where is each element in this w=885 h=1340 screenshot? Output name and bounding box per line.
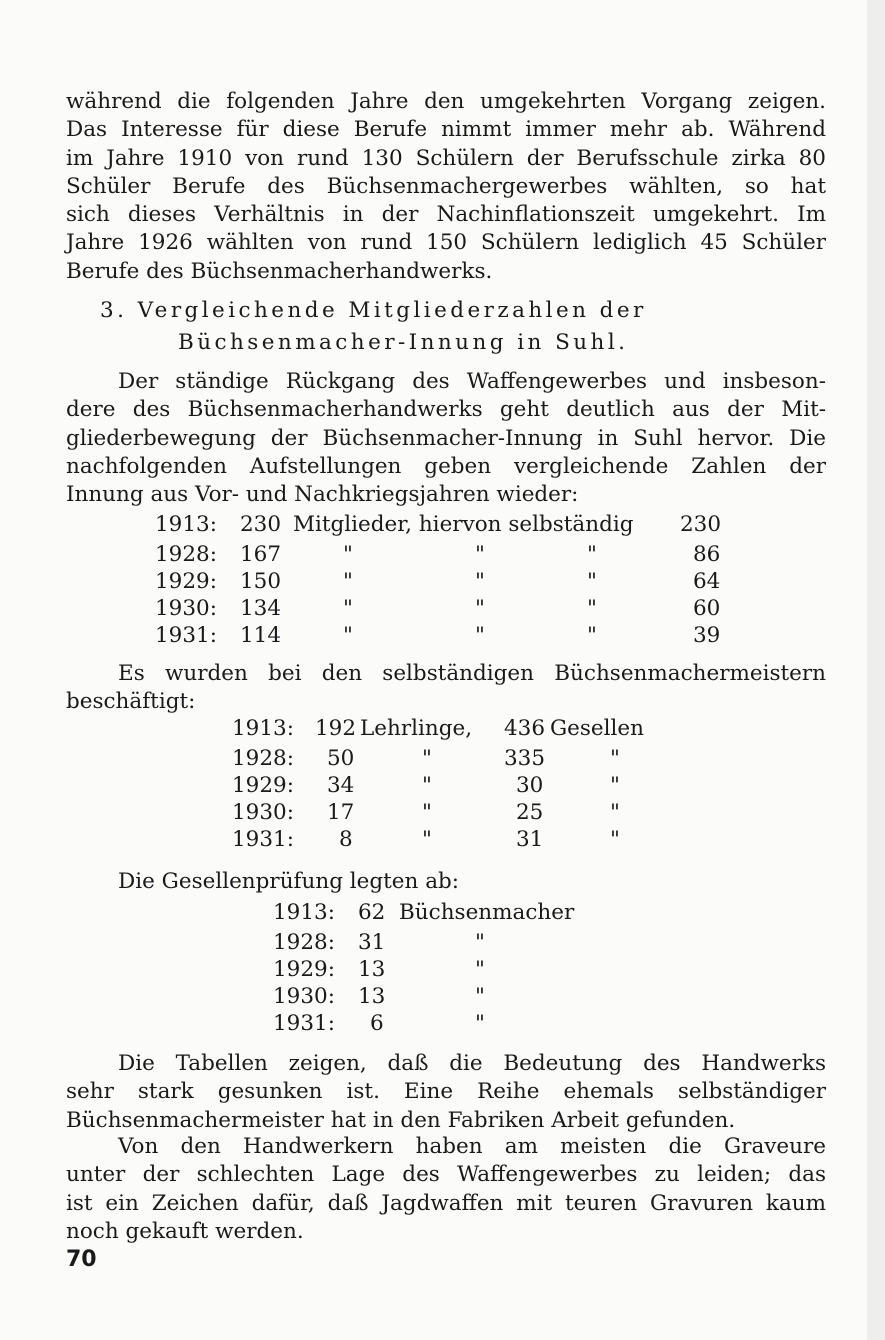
text-line: Das Interesse für diese Berufe nimmt immer mehr ab. Während — [66, 117, 826, 143]
independent-cell: 39 — [693, 623, 721, 648]
table-row — [273, 984, 593, 1011]
paragraph-employed — [66, 660, 826, 717]
members-cell: 134 — [240, 596, 282, 621]
text-line: sehr stark gesunken ist. Eine Reihe ehemals selbständiger — [66, 1079, 826, 1105]
page-edge — [867, 0, 885, 1340]
text-line: während die folgenden Jahre den umgekehrten Vorgang zeigen. — [66, 89, 826, 114]
paragraph-engravers — [66, 1133, 826, 1246]
table-row — [155, 542, 725, 569]
ditto-mark: " — [475, 596, 485, 621]
year-cell: 1928: — [232, 746, 294, 771]
ditto-mark: " — [475, 930, 485, 955]
year-cell: 1929: — [232, 773, 294, 798]
year-cell: 1928: — [155, 542, 217, 567]
year-cell: 1931: — [232, 827, 294, 852]
text-line: Büchsenmachermeister hat in den Fabriken Arbeit gefunden. — [66, 1107, 736, 1133]
ditto-mark: " — [475, 957, 485, 982]
year-cell: 1931: — [273, 1011, 335, 1036]
ditto-mark: " — [422, 827, 432, 852]
text-line: Jahre 1926 wählten von rund 150 Schülern lediglich 45 Schüler — [66, 230, 826, 256]
text-line: sich dieses Verhältnis in der Nachinflationszeit umgekehrt. Im — [66, 202, 826, 228]
intro-paragraph — [66, 88, 826, 286]
text-line: noch gekauft werden. — [66, 1218, 304, 1244]
table-row — [155, 623, 725, 650]
journeymen-cell: 25 — [516, 800, 544, 825]
members-cell: 150 — [240, 569, 282, 594]
ditto-mark: " — [475, 1011, 485, 1036]
exams-cell: 62 — [358, 900, 386, 925]
ditto-mark: " — [475, 542, 485, 567]
year-cell: 1928: — [273, 930, 335, 955]
members-cell: 167 — [240, 542, 282, 567]
ditto-mark: " — [475, 569, 485, 594]
ditto-mark: " — [587, 569, 597, 594]
year-cell: 1930: — [155, 596, 217, 621]
ditto-mark: " — [475, 984, 485, 1009]
independent-cell: 60 — [693, 596, 721, 621]
text-line: Schüler Berufe des Büchsenmachergewerbes wählten, so hat — [66, 173, 826, 199]
ditto-mark: " — [587, 542, 597, 567]
members-label: Mitglieder, hiervon selbständig — [293, 512, 634, 537]
ditto-mark: " — [343, 542, 353, 567]
ditto-mark: " — [587, 596, 597, 621]
journeymen-cell: 436 — [504, 716, 546, 741]
table-row — [232, 800, 672, 827]
journeymen-cell: 30 — [516, 773, 544, 798]
year-cell: 1930: — [273, 984, 335, 1009]
year-cell: 1913: — [155, 512, 217, 537]
ditto-mark: " — [610, 827, 620, 852]
text-line: ist ein Zeichen dafür, daß Jagdwaffen mit teuren Gravuren kaum — [66, 1190, 826, 1216]
ditto-mark: " — [610, 773, 620, 798]
text-line: im Jahre 1910 von rund 130 Schülern der Berufsschule zirka 80 — [66, 145, 826, 171]
table-row — [273, 900, 593, 930]
year-cell: 1931: — [155, 623, 217, 648]
ditto-mark: " — [475, 623, 485, 648]
table-row — [273, 930, 593, 957]
text-line: nachfolgenden Aufstellungen geben vergleichende Zahlen der — [66, 453, 826, 479]
apprentices-cell: 8 — [339, 827, 353, 852]
text-line: Von den Handwerkern haben am meisten die Graveure — [118, 1134, 826, 1159]
members-cell: 230 — [240, 512, 282, 537]
ditto-mark: " — [343, 569, 353, 594]
table-row — [273, 1011, 593, 1038]
table-row — [155, 569, 725, 596]
apprentices-cell: 192 — [315, 716, 357, 741]
table-row — [273, 957, 593, 984]
page-number: 70 — [66, 1247, 97, 1272]
text-line: unter der schlechten Lage des Waffengewerbes zu leiden; das — [66, 1162, 826, 1188]
table-row — [155, 512, 725, 542]
ditto-mark: " — [422, 800, 432, 825]
journeymen-cell: 335 — [504, 746, 546, 771]
employees-table — [232, 716, 672, 854]
year-cell: 1913: — [232, 716, 294, 741]
apprentices-cell: 34 — [327, 773, 355, 798]
text-line: dere des Büchsenmacherhandwerks geht deutlich aus der Mit- — [66, 397, 826, 423]
ditto-mark: " — [610, 746, 620, 771]
members-table — [155, 512, 725, 650]
apprentices-label: Lehrlinge, — [360, 716, 473, 741]
table-row — [155, 596, 725, 623]
independent-cell: 230 — [680, 512, 722, 537]
exams-cell: 13 — [358, 984, 386, 1009]
exams-cell: 6 — [370, 1011, 384, 1036]
section-heading-line1: 3. Vergleichende Mitgliederzahlen der — [100, 298, 647, 323]
text-line: Berufe des Büchsenmacherhandwerks. — [66, 258, 493, 284]
journeymen-label: Gesellen — [550, 716, 644, 741]
ditto-mark: " — [610, 800, 620, 825]
table-row — [232, 716, 672, 746]
text-line: Der ständige Rückgang des Waffengewerbes und insbeson- — [118, 369, 826, 394]
table-row — [232, 827, 672, 854]
year-cell: 1929: — [273, 957, 335, 982]
exams-table — [273, 900, 593, 1038]
year-cell: 1913: — [273, 900, 335, 925]
exams-cell: 31 — [358, 930, 386, 955]
exams-label: Büchsenmacher — [399, 900, 575, 925]
independent-cell: 64 — [693, 569, 721, 594]
ditto-mark: " — [422, 773, 432, 798]
year-cell: 1929: — [155, 569, 217, 594]
section-heading-line2: Büchsenmacher-Innung in Suhl. — [178, 330, 629, 355]
year-cell: 1930: — [232, 800, 294, 825]
text-line: beschäftigt: — [66, 689, 196, 715]
paragraph-conclusion — [66, 1050, 826, 1135]
text-line: Die Tabellen zeigen, daß die Bedeutung des Handwerks — [118, 1051, 826, 1076]
exams-cell: 13 — [358, 957, 386, 982]
journeymen-cell: 31 — [516, 827, 544, 852]
text-line: Die Gesellenprüfung legten ab: — [118, 869, 460, 894]
ditto-mark: " — [587, 623, 597, 648]
ditto-mark: " — [343, 623, 353, 648]
table-row — [232, 746, 672, 773]
apprentices-cell: 17 — [327, 800, 355, 825]
independent-cell: 86 — [693, 542, 721, 567]
ditto-mark: " — [343, 596, 353, 621]
members-cell: 114 — [240, 623, 282, 648]
table-row — [232, 773, 672, 800]
ditto-mark: " — [422, 746, 432, 771]
paragraph-exams — [66, 868, 826, 896]
text-line: gliederbewegung der Büchsenmacher-Innung in Suhl hervor. Die — [66, 425, 826, 451]
text-line: Innung aus Vor- und Nachkriegsjahren wieder: — [66, 482, 579, 508]
text-line: Es wurden bei den selbständigen Büchsenmachermeistern — [118, 661, 826, 686]
apprentices-cell: 50 — [327, 746, 355, 771]
paragraph-membership — [66, 368, 826, 509]
